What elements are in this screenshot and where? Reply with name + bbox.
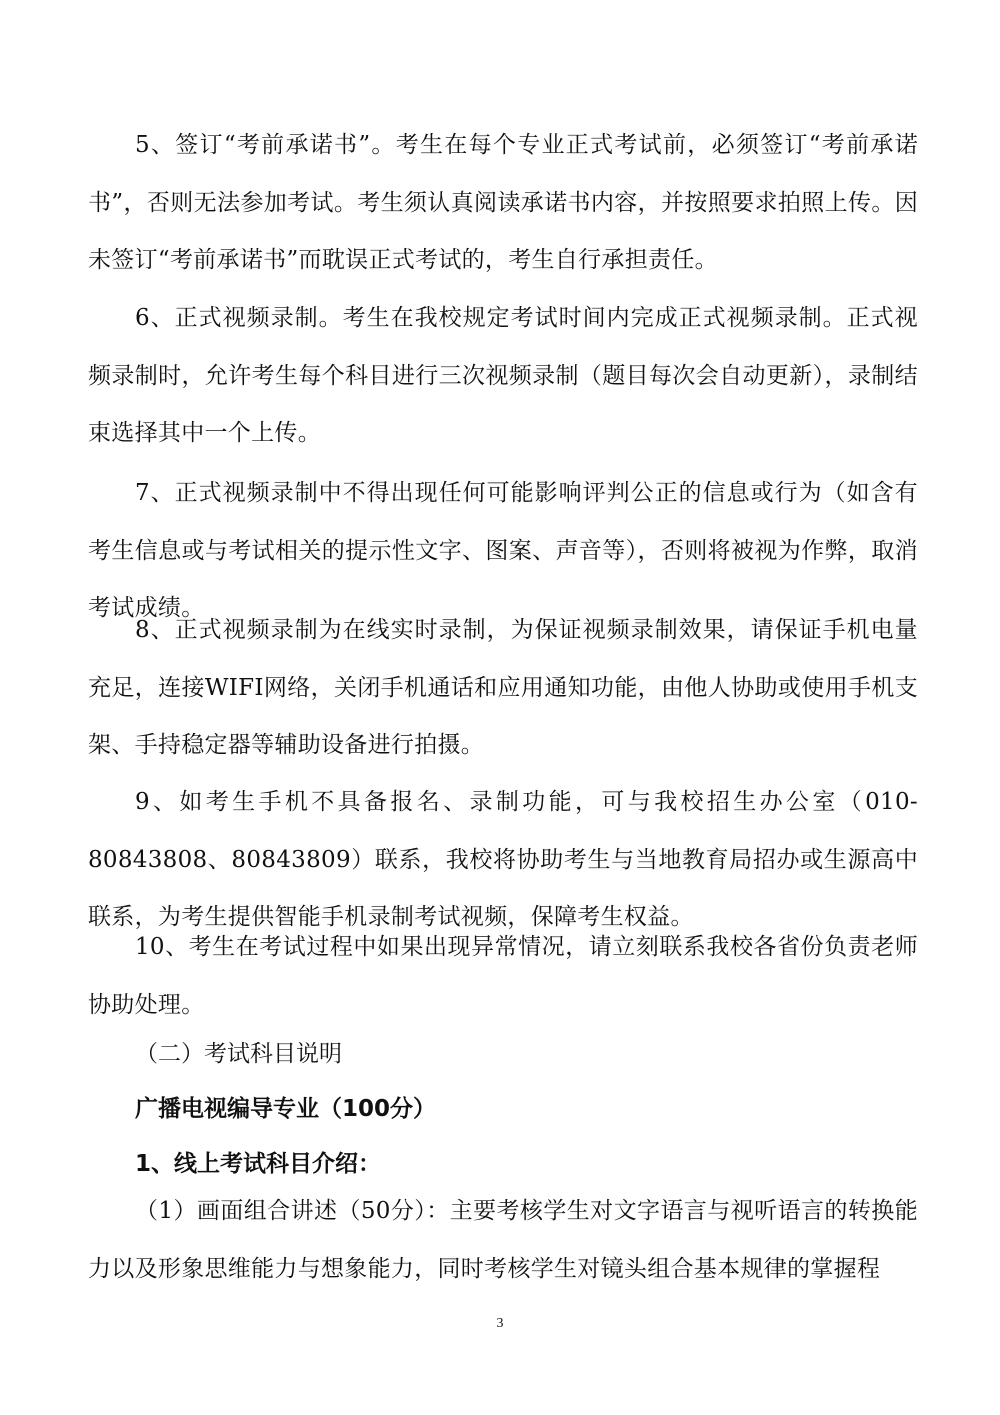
paragraph-item-6: 6、正式视频录制。考生在我校规定考试时间内完成正式视频录制。正式视频录制时，允许考生每个科目进行三次视频录制（题目每次会自动更新），录制结束选择其中一个上传。: [88, 305, 918, 446]
paragraph-item-10: 10、考生在考试过程中如果出现异常情况，请立刻联系我校各省份负责老师协助处理。: [88, 934, 918, 1018]
major-heading: 广播电视编导专业（100分）: [135, 1096, 437, 1122]
paragraph-item-5: 5、签订“考前承诺书”。考生在每个专业正式考试前，必须签订“考前承诺书”，否则无法参加考试。考生须认真阅读承诺书内容，并按照要求拍照上传。因未签订“考前承诺书”而耽误正式考试的，考生自行承担责任。: [88, 132, 918, 273]
paragraph-item-7: 7、正式视频录制中不得出现任何可能影响评判公正的信息或行为（如含有考生信息或与考试相关的提示性文字、图案、声音等），否则将被视为作弊，取消考试成绩。: [88, 480, 918, 621]
page-number: 3: [496, 1316, 504, 1331]
paragraph-subject-1: （1）画面组合讲述（50分）：主要考核学生对文字语言与视听语言的转换能力以及形象思维能力与想象能力，同时考核学生对镜头组合基本规律的掌握程: [88, 1198, 918, 1282]
paragraph-item-8: 8、正式视频录制为在线实时录制，为保证视频录制效果，请保证手机电量充足，连接WIFI网络，关闭手机通话和应用通知功能，由他人协助或使用手机支架、手持稳定器等辅助设备进行拍摄。: [88, 617, 918, 758]
paragraph-item-9: 9、如考生手机不具备报名、录制功能，可与我校招生办公室（010-80843808、80843809）联系，我校将协助考生与当地教育局招办或生源高中联系，为考生提供智能手机录制考试视频，保障考生权益。: [88, 789, 918, 930]
sub-heading: 1、线上考试科目介绍：: [135, 1151, 382, 1177]
section-heading: （二）考试科目说明: [135, 1041, 342, 1067]
